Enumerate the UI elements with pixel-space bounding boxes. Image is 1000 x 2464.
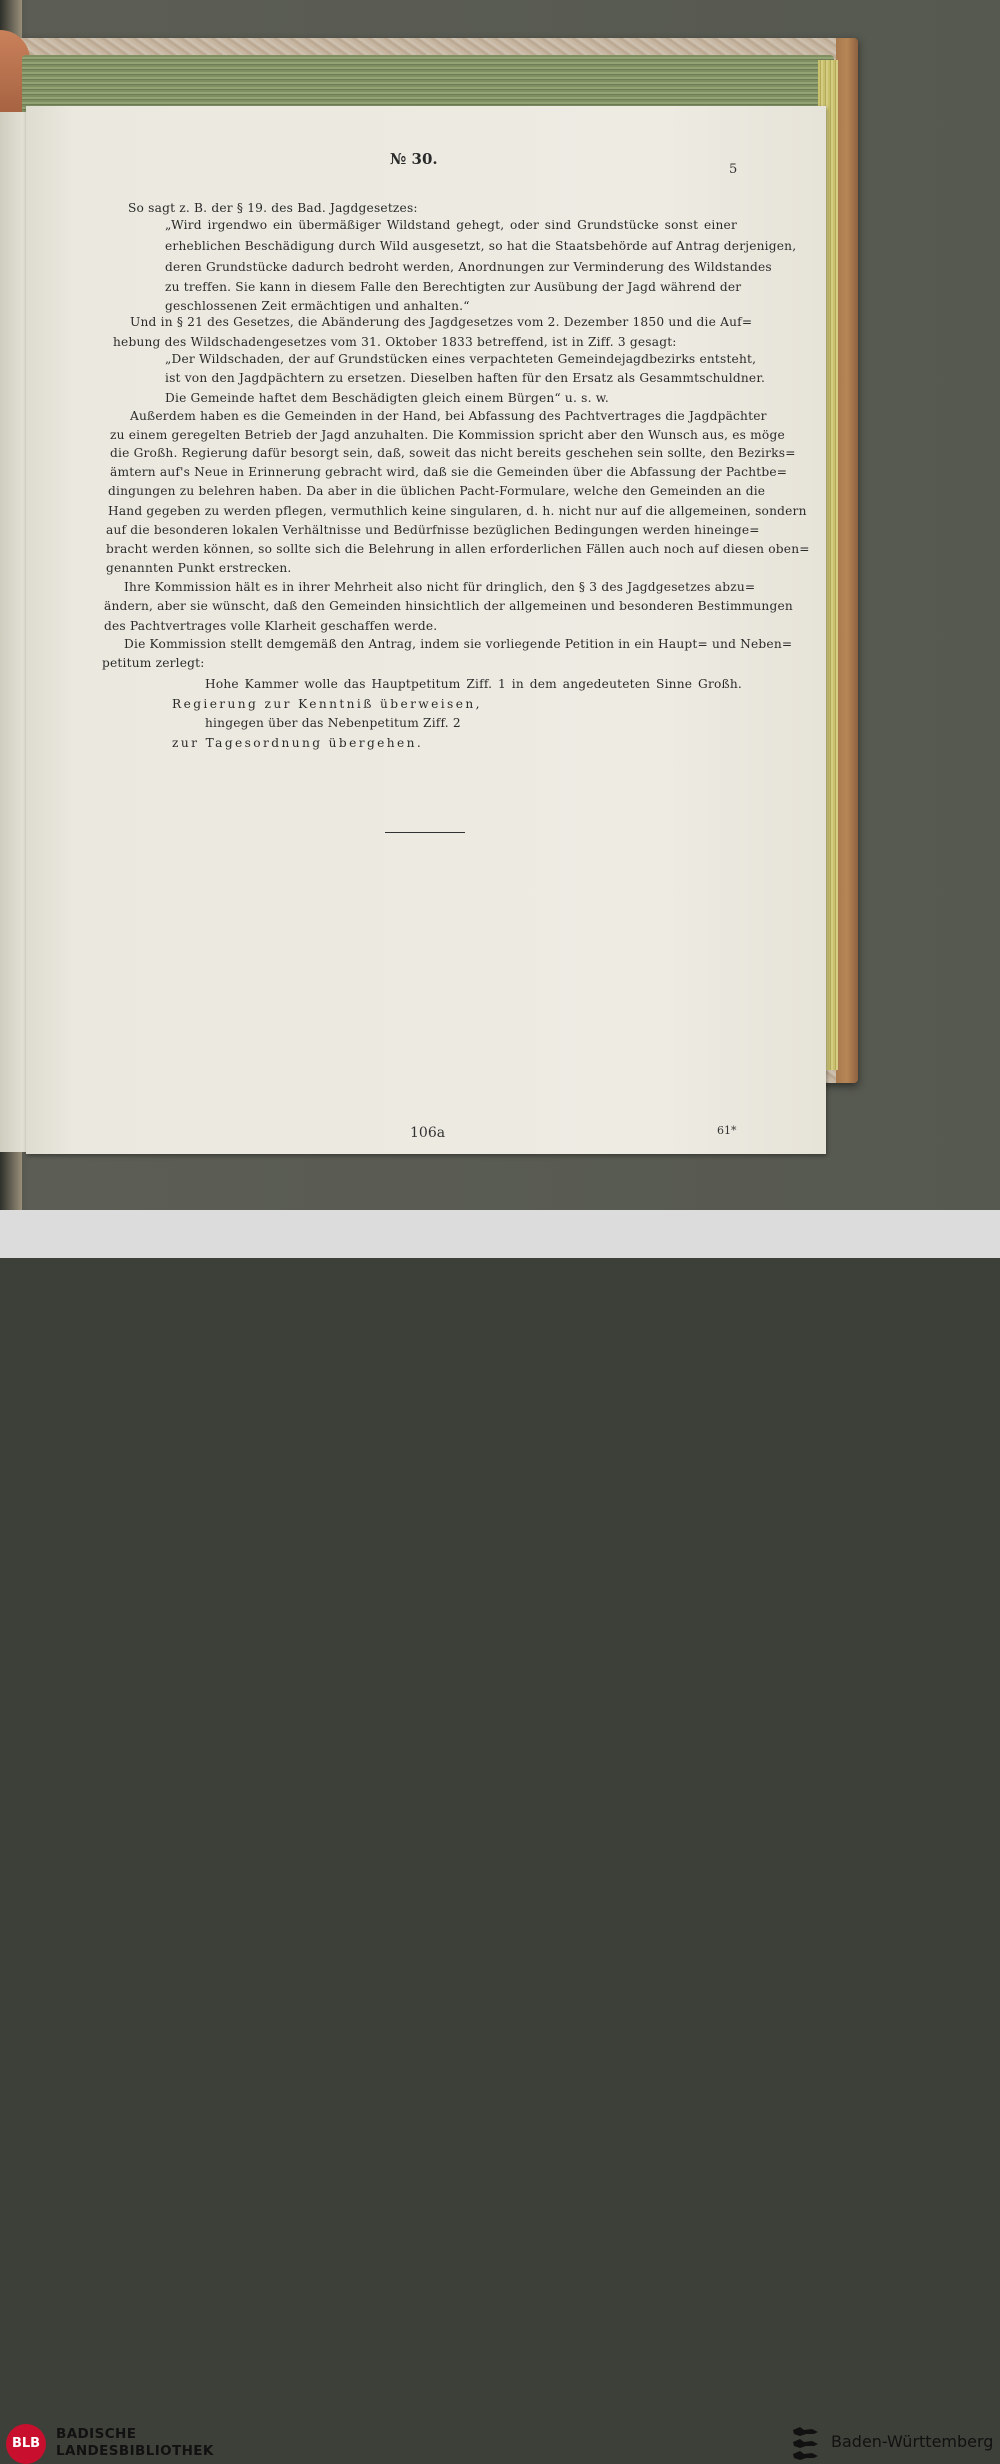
quote-line: zu treffen. Sie kann in diesem Falle den Berechtigten zur Ausübung der Jagd während der: [165, 280, 742, 294]
text-line: petitum zerlegt:: [102, 656, 205, 670]
quote-line: geschlossenen Zeit ermächtigen und anhalten.“: [165, 299, 470, 313]
text-line: ämtern auf's Neue in Erinnerung gebracht wird, daß sie die Gemeinden über die Abfassung der Pachtbe=: [110, 465, 788, 479]
quote-line: „Der Wildschaden, der auf Grundstücken eines verpachteten Gemeindejagdbezirks entsteht,: [165, 352, 757, 366]
quote-line: erheblichen Beschädigung durch Wild ausgesetzt, so hat die Staatsbehörde auf Antrag derjenigen,: [165, 239, 797, 253]
motion-line: Regierung zur Kenntniß überweisen,: [172, 697, 482, 711]
text-line: hebung des Wildschadengesetzes vom 31. Oktober 1833 betreffend, ist in Ziff. 3 gesagt:: [113, 335, 677, 349]
text-line: zu einem geregelten Betrieb der Jagd anzuhalten. Die Kommission spricht aber den Wunsch aus, es möge: [110, 428, 785, 442]
text-line: genannten Punkt erstrecken.: [106, 561, 292, 575]
quote-line: ist von den Jagdpächtern zu ersetzen. Dieselben haften für den Ersatz als Gesammtschuldner.: [165, 371, 766, 385]
page-number: 5: [729, 162, 738, 177]
library-name-line-2: LANDESBIBLIOTHEK: [56, 2443, 214, 2459]
text-line: des Pachtvertrages volle Klarheit geschaffen werde.: [104, 619, 438, 633]
text-line: die Großh. Regierung dafür besorgt sein, daß, soweit das nicht bereits geschehen sein sollte, den Bezirks=: [110, 446, 796, 460]
signature-mark: 61*: [717, 1124, 737, 1137]
blb-logo-icon[interactable]: BLB: [6, 2424, 46, 2464]
text-line: auf die besonderen lokalen Verhältnisse und Bedürfnisse bezüglichen Bedingungen werden hineinge=: [106, 523, 760, 537]
cover-edge: [836, 38, 858, 1083]
bw-lions-icon[interactable]: [790, 2424, 822, 2464]
motion-line: zur Tagesordnung übergehen.: [172, 736, 424, 750]
text-line: Ihre Kommission hält es in ihrer Mehrheit also nicht für dringlich, den § 3 des Jagdgesetzes abzu=: [124, 580, 756, 594]
motion-line: Hohe Kammer wolle das Hauptpetitum Ziff. 1 in dem angedeuteten Sinne Großh.: [205, 677, 742, 691]
text-line: Außerdem haben es die Gemeinden in der Hand, bei Abfassung des Pachtvertrages die Jagdpächter: [130, 409, 767, 423]
text-line: bracht werden können, so sollte sich die Belehrung in allen erforderlichen Fällen auch noch auf diesen oben=: [106, 542, 810, 556]
text-line: Und in § 21 des Gesetzes, die Abänderung des Jagdgesetzes vom 2. Dezember 1850 und die Auf=: [130, 315, 753, 329]
footer-bar: [0, 1210, 1000, 2459]
text-line: Hand gegeben zu werden pflegen, vermuthlich keine singularen, d. h. nicht nur auf die allgemeinen, sondern: [108, 504, 807, 518]
quote-line: deren Grundstücke dadurch bedroht werden, Anordnungen zur Verminderung des Wildstandes: [165, 260, 772, 274]
text-line: So sagt z. B. der § 19. des Bad. Jagdgesetzes:: [128, 201, 418, 215]
quote-line: „Wird irgendwo ein übermäßiger Wildstand gehegt, oder sind Grundstücke sonst einer: [165, 218, 737, 232]
library-name-line-1: BADISCHE: [56, 2426, 137, 2442]
document-number-heading: № 30.: [390, 150, 438, 168]
book-scan: [0, 0, 1000, 1210]
sheet-number: 106a: [410, 1125, 446, 1141]
page-block-top-edge: [22, 55, 834, 113]
text-line: ändern, aber sie wünscht, daß den Gemeinden hinsichtlich der allgemeinen und besonderen Bestimmungen: [104, 599, 793, 613]
text-line: Die Kommission stellt demgemäß den Antrag, indem sie vorliegende Petition in ein Haupt= und Neben=: [124, 637, 793, 651]
quote-line: Die Gemeinde haftet dem Beschädigten gleich einem Bürgen“ u. s. w.: [165, 391, 609, 405]
motion-line: hingegen über das Nebenpetitum Ziff. 2: [205, 716, 461, 730]
state-name[interactable]: Baden-Württemberg: [831, 2432, 994, 2451]
section-rule: [385, 832, 465, 833]
text-line: dingungen zu belehren haben. Da aber in die üblichen Pacht-Formulare, welche den Gemeinden an die: [108, 484, 766, 498]
